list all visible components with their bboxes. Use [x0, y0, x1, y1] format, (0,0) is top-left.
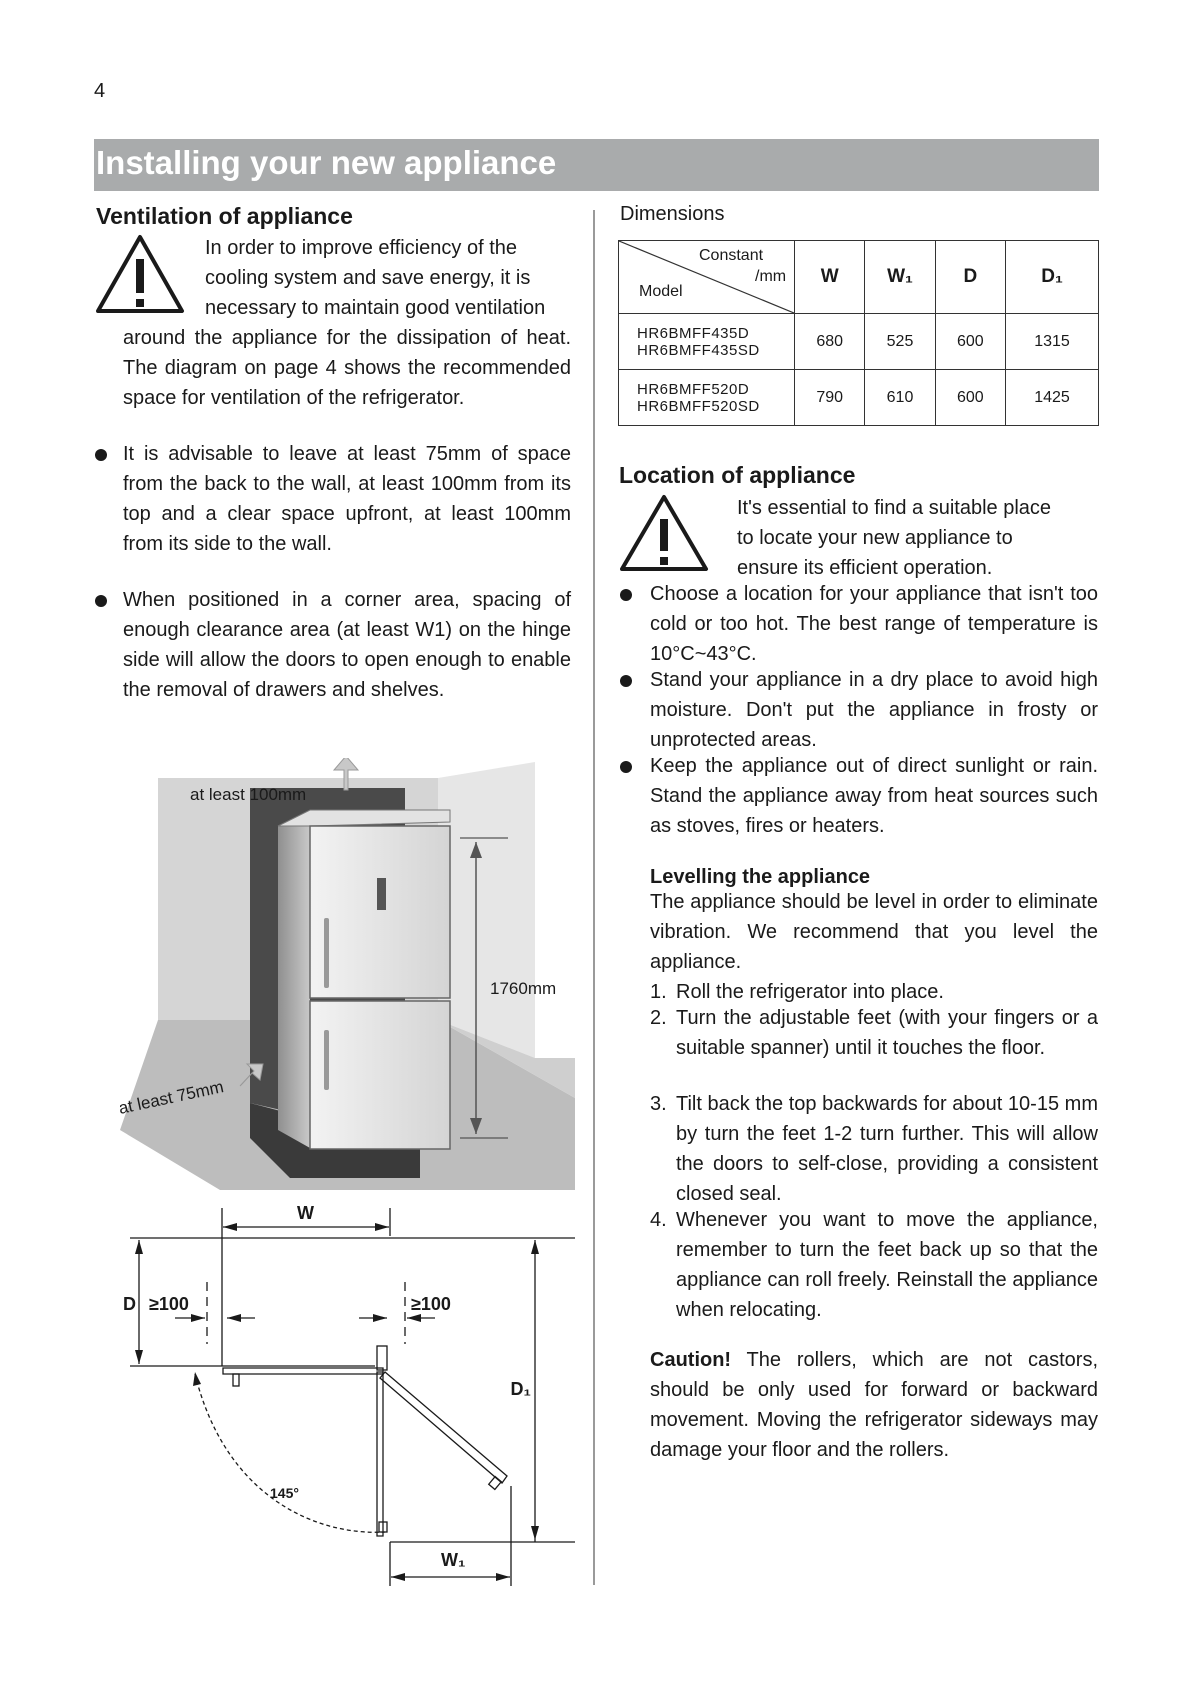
dimensions-label: Dimensions [620, 203, 725, 225]
warning-icon [618, 493, 710, 573]
location-intro-line: to locate your new appliance to [737, 527, 1013, 549]
step-number: 4. [650, 1209, 667, 1231]
bullet-dot [95, 595, 107, 607]
ventilation-bullet-2: When positioned in a corner area, spacing of enough clearance area (at least W1) on the hinge side will allow the doors to open enough to enable the removal of drawers and shelves. [123, 589, 571, 701]
ventilation-intro-line: In order to improve efficiency of the [205, 237, 518, 259]
label-d: D [123, 1294, 136, 1314]
column-header-d: D [935, 241, 1005, 314]
banner-title: Installing your new appliance [96, 144, 557, 181]
levelling-intro: The appliance should be level in order to eliminate vibration. We recommend that you level the appliance. [650, 891, 1098, 973]
location-intro-lines [737, 493, 1098, 583]
ventilation-bullet-1: It is advisable to leave at least 75mm of space from the back to the wall, at least 100mm from its top and a clear space upfront, at least 100mm from its side to the wall. [123, 443, 571, 555]
column-header-d1: D₁ [1006, 241, 1099, 314]
value-cell: 1425 [1006, 370, 1099, 426]
bullet-dot [620, 589, 632, 601]
location-bullet-2: Stand your appliance in a dry place to avoid high moisture. Don't put the appliance in frosty or unprotected areas. [650, 669, 1098, 751]
label-at-least-75mm: at least 75mm [120, 1077, 226, 1118]
step-number: 2. [650, 1007, 667, 1029]
model-name: HR6BMFF435SD [637, 341, 760, 359]
caution-text: The rollers, which are not castors, should be only used for forward or backward movement. Moving the refrigerator sideways may damage your floor and the rollers. [650, 1349, 1098, 1461]
step-text: Roll the refrigerator into place. [676, 981, 944, 1003]
table-row [619, 314, 1099, 370]
value-cell: 610 [865, 370, 935, 426]
ventilation-intro-line: cooling system and save energy, it is [205, 267, 531, 289]
model-name: HR6BMFF520D [637, 380, 750, 398]
label-w: W [297, 1203, 314, 1223]
location-bullet-3: Keep the appliance out of direct sunlight or rain. Stand the appliance away from heat sources such as stoves, fires or heaters. [650, 755, 1098, 837]
step-text: Tilt back the top backwards for about 10-15 mm by turn the feet 1-2 turn further. This will allow the doors to self-close, providing a consistent closed seal. [676, 1093, 1098, 1205]
table-row [619, 370, 1099, 426]
column-header-w: W [795, 241, 865, 314]
value-cell: 525 [865, 314, 935, 370]
ventilation-clearance-figure [120, 758, 575, 1190]
location-bullet-1: Choose a location for your appliance that isn't too cold or too hot. The best range of temperature is 10°C~43°C. [650, 583, 1098, 665]
label-w1: W₁ [441, 1550, 466, 1570]
caution-paragraph [650, 1345, 1098, 1465]
model-cell [619, 370, 795, 426]
ventilation-intro-line: necessary to maintain good ventilation [205, 297, 546, 319]
model-name: HR6BMFF435D [637, 324, 750, 342]
location-heading: Location of appliance [619, 462, 856, 488]
table-header-row [619, 241, 1099, 314]
step-number: 3. [650, 1093, 667, 1115]
column-header-w1: W₁ [865, 241, 935, 314]
bullet-dot [95, 449, 107, 461]
value-cell: 600 [935, 314, 1005, 370]
ventilation-intro-lines [205, 233, 571, 323]
page-number: 4 [94, 80, 106, 102]
location-intro-line: It's essential to find a suitable place [737, 497, 1052, 519]
step-text: Whenever you want to move the appliance, remember to turn the feet back up so that the appliance can roll freely. Reinstall the appliance when relocating. [676, 1209, 1098, 1321]
label-d1: D₁ [510, 1379, 531, 1399]
table-corner-header [619, 241, 795, 314]
header-unit: /mm [755, 268, 787, 285]
location-intro-line: ensure its efficient operation. [737, 557, 993, 579]
label-gap-right: ≥100 [411, 1294, 451, 1314]
dimensions-table [618, 240, 1099, 426]
bullet-dot [620, 761, 632, 773]
label-angle: 145° [270, 1485, 299, 1501]
value-cell: 680 [795, 314, 865, 370]
bullet-dot [620, 675, 632, 687]
label-at-least-100mm: at least 100mm [190, 785, 307, 804]
levelling-heading: Levelling the appliance [650, 866, 871, 888]
section-banner [94, 139, 1099, 191]
label-gap-left: ≥100 [149, 1294, 189, 1314]
value-cell: 600 [935, 370, 1005, 426]
header-model: Model [639, 283, 683, 300]
ventilation-heading: Ventilation of appliance [96, 203, 353, 229]
door-clearance-figure [115, 1196, 575, 1591]
step-text: Turn the adjustable feet (with your fingers or a suitable spanner) until it touches the floor. [676, 1007, 1098, 1059]
value-cell: 1315 [1006, 314, 1099, 370]
header-constant: Constant [699, 247, 764, 264]
model-name: HR6BMFF520SD [637, 397, 760, 415]
label-height-1760mm: 1760mm [490, 979, 557, 998]
warning-icon [94, 233, 186, 315]
column-divider [593, 210, 595, 1585]
caution-label: Caution! [650, 1349, 732, 1371]
model-cell [619, 314, 795, 370]
step-number: 1. [650, 981, 667, 1003]
ventilation-intro-rest: around the appliance for the dissipation of heat. The diagram on page 4 shows the recommended space for ventilation of the refrigerator. [123, 327, 571, 409]
value-cell: 790 [795, 370, 865, 426]
